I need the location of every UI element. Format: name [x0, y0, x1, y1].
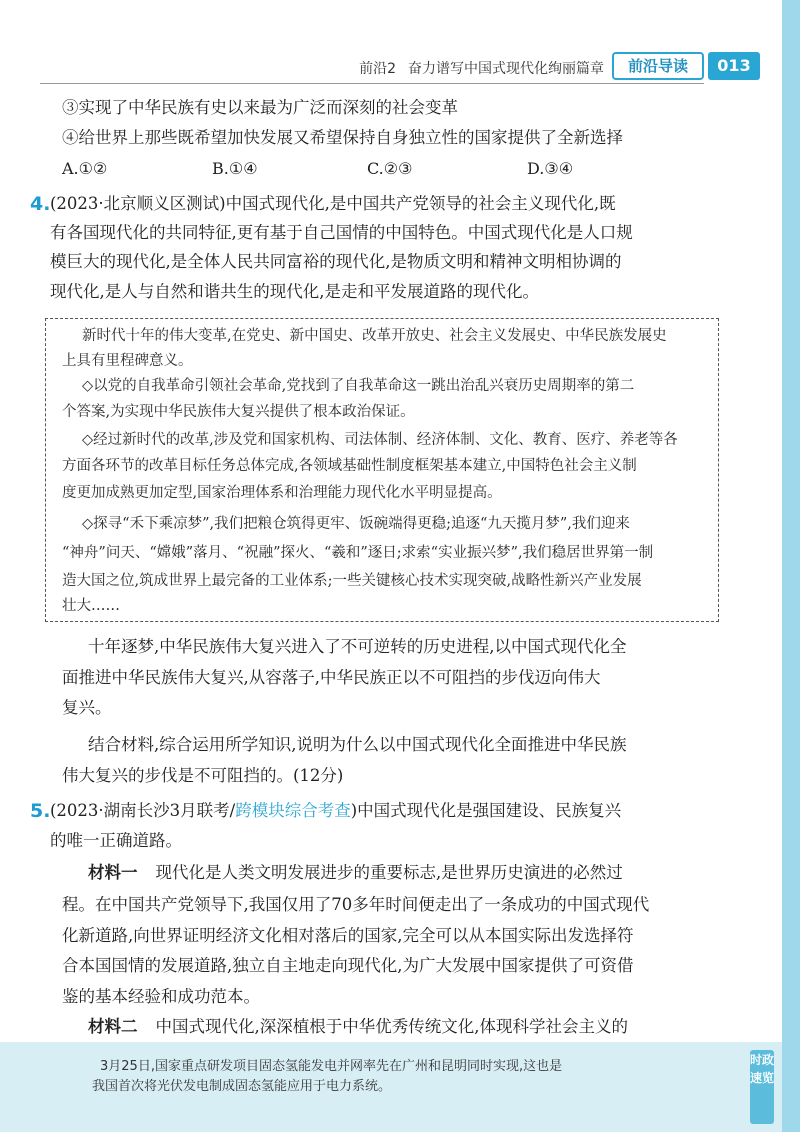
box-line: 方面各环节的改革目标任务总体完成,各领域基础性制度框架基本建立,中国特色社会主义制 — [62, 458, 637, 474]
q4-line: 现代化,是人与自然和谐共生的现代化,是走和平发展道路的现代化。 — [50, 282, 539, 301]
material2-text: 中国式现代化,深深植根于中华优秀传统文化,体现科学社会主义的 — [155, 1017, 628, 1036]
box-line: ◇以党的自我革命引领社会革命,党找到了自我革命这一跳出治乱兴衰历史周期率的第二 — [82, 378, 635, 394]
box-line: “神舟”问天、“嫦娥”落月、“祝融”探火、“羲和”逐日;求索“实业振兴梦”,我们稳居世界第一制 — [62, 545, 654, 561]
material1-line: 合本国国情的发展道路,独立自主地走向现代化,为广大发展中国家提供了可资借 — [62, 956, 634, 975]
header-title — [359, 58, 604, 78]
q3-statement-4: ④给世界上那些既希望加快发展又希望保持自身独立性的国家提供了全新选择 — [62, 128, 623, 147]
q4-line: 模巨大的现代化,是全体人民共同富裕的现代化,是物质文明和精神文明相协调的 — [50, 252, 622, 271]
q5-tag: 跨模块综合考查 — [235, 801, 351, 820]
q5-line — [50, 800, 621, 822]
option-a[interactable]: A.①② — [62, 159, 108, 178]
box-line: 上具有里程碑意义。 — [62, 353, 193, 369]
q4-after-line: 复兴。 — [62, 698, 112, 717]
header-chapter-title: 奋力谱写中国式现代化绚丽篇章 — [408, 61, 604, 77]
q5-source: (2023·湖南长沙3月联考/ — [50, 801, 236, 820]
q4-question: 伟大复兴的步伐是不可阻挡的。(12分) — [62, 766, 344, 785]
q5-line: 的唯一正确道路。 — [50, 831, 182, 850]
header-section: 前沿2 — [359, 61, 396, 77]
header-badge: 前沿导读 — [612, 52, 704, 80]
material1-label: 材料一 — [88, 863, 138, 882]
q4-line: (2023·北京顺义区测试)中国式现代化,是中国共产党领导的社会主义现代化,既 — [50, 194, 616, 213]
footer-line: 我国首次将光伏发电制成固态氢能应用于电力系统。 — [92, 1079, 392, 1094]
q4-number: 4. — [30, 193, 51, 215]
box-line: ◇经过新时代的改革,涉及党和国家机构、司法体制、经济体制、文化、教育、医疗、养老等各 — [82, 432, 678, 448]
material1-line — [88, 862, 623, 884]
box-line: 个答案,为实现中华民族伟大复兴提供了根本政治保证。 — [62, 404, 415, 420]
footer-line: 3月25日,国家重点研发项目固态氢能发电并网率先在广州和昆明同时实现,这也是 — [100, 1059, 563, 1074]
page-edge-strip — [782, 0, 800, 1132]
box-line: 造大国之位,筑成世界上最完备的工业体系;一些关键核心技术实现突破,战略性新兴产业发展 — [62, 573, 642, 589]
news-footer — [0, 1042, 782, 1132]
q3-options — [62, 158, 702, 180]
box-line: ◇探寻“禾下乘凉梦”,我们把粮仓筑得更牢、饭碗端得更稳;追逐“九天揽月梦”,我们迎来 — [82, 516, 630, 532]
option-c[interactable]: C.②③ — [367, 159, 413, 178]
header-rule — [40, 83, 704, 84]
material2-label: 材料二 — [88, 1017, 138, 1036]
q5-lead: )中国式现代化是强国建设、民族复兴 — [350, 801, 622, 820]
option-d[interactable]: D.③④ — [527, 159, 574, 178]
footer-tag: 时政速览 — [750, 1050, 774, 1124]
page-header — [0, 50, 762, 86]
q3-statement-3: ③实现了中华民族有史以来最为广泛而深刻的社会变革 — [62, 98, 458, 117]
material1-text: 现代化是人类文明发展进步的重要标志,是世界历史演进的必然过 — [155, 863, 623, 882]
material2-line — [88, 1016, 628, 1038]
q4-question: 结合材料,综合运用所学知识,说明为什么以中国式现代化全面推进中华民族 — [88, 735, 627, 754]
option-b[interactable]: B.①④ — [212, 159, 258, 178]
box-line: 度更加成熟更加定型,国家治理体系和治理能力现代化水平明显提高。 — [62, 485, 502, 501]
page-number: 013 — [708, 52, 760, 80]
box-line: 新时代十年的伟大变革,在党史、新中国史、改革开放史、社会主义发展史、中华民族发展史 — [82, 328, 667, 344]
material1-line: 程。在中国共产党领导下,我国仅用了70多年时间便走出了一条成功的中国式现代 — [62, 895, 650, 914]
q4-after-line: 面推进中华民族伟大复兴,从容落子,中华民族正以不可阻挡的步伐迈向伟大 — [62, 668, 601, 687]
material1-line: 化新道路,向世界证明经济文化相对落后的国家,完全可以从本国实际出发选择符 — [62, 926, 634, 945]
q4-line: 有各国现代化的共同特征,更有基于自己国情的中国特色。中国式现代化是人口规 — [50, 223, 633, 242]
q4-after-line: 十年逐梦,中华民族伟大复兴进入了不可逆转的历史进程,以中国式现代化全 — [88, 637, 627, 656]
material1-line: 鉴的基本经验和成功范本。 — [62, 987, 260, 1006]
q5-number: 5. — [30, 800, 51, 822]
box-line: 壮大…… — [62, 598, 120, 614]
